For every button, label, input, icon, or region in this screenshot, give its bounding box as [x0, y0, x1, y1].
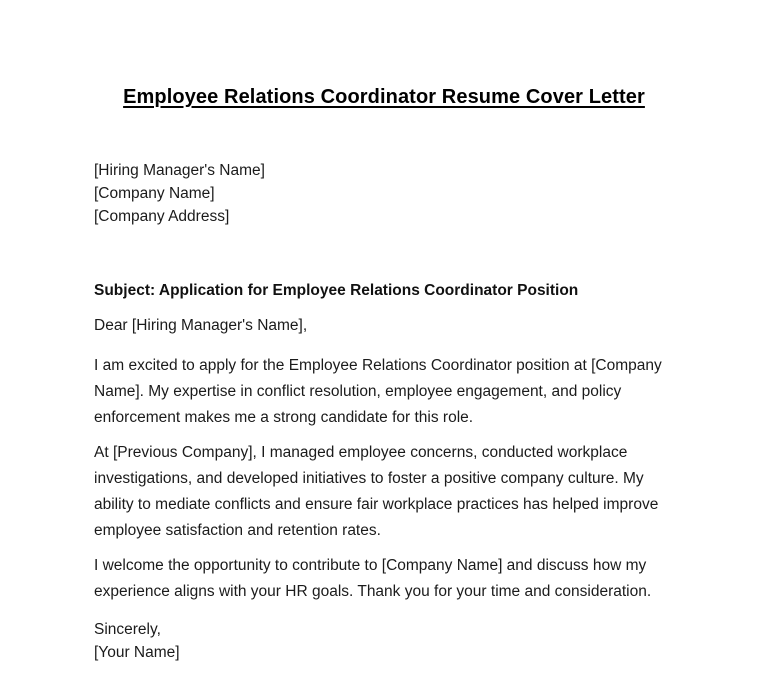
recipient-block	[94, 159, 674, 228]
paragraph-introduction	[94, 353, 674, 431]
subject-line: Subject: Application for Employee Relations Coordinator Position	[94, 282, 579, 299]
paragraph-line: Name]. My expertise in conflict resolution, employee engagement, and policy	[94, 383, 622, 400]
recipient-line-company-name: [Company Name]	[94, 185, 215, 202]
paragraph-line: experience aligns with your HR goals. Thank you for your time and consideration.	[94, 583, 652, 600]
recipient-line-hiring-manager: [Hiring Manager's Name]	[94, 162, 265, 179]
recipient-line-company-address: [Company Address]	[94, 208, 230, 225]
paragraph-line: investigations, and developed initiatives to foster a positive company culture. My	[94, 470, 644, 487]
closing-block	[94, 618, 674, 664]
document-title: Employee Relations Coordinator Resume Cover Letter	[123, 86, 645, 108]
paragraph-conclusion	[94, 553, 674, 605]
paragraph-line: employee satisfaction and retention rates.	[94, 522, 381, 539]
paragraph-line: I am excited to apply for the Employee Relations Coordinator position at [Company	[94, 357, 662, 374]
paragraph-line: ability to mediate conflicts and ensure fair workplace practices has helped improve	[94, 496, 659, 513]
paragraph-line: enforcement makes me a strong candidate for this role.	[94, 409, 474, 426]
paragraph-line: At [Previous Company], I managed employee concerns, conducted workplace	[94, 444, 628, 461]
greeting-line: Dear [Hiring Manager's Name],	[94, 317, 308, 334]
paragraph-line: I welcome the opportunity to contribute to [Company Name] and discuss how my	[94, 557, 647, 574]
signature-placeholder: [Your Name]	[94, 644, 180, 661]
closing-line: Sincerely,	[94, 621, 161, 638]
paragraph-experience	[94, 440, 674, 544]
